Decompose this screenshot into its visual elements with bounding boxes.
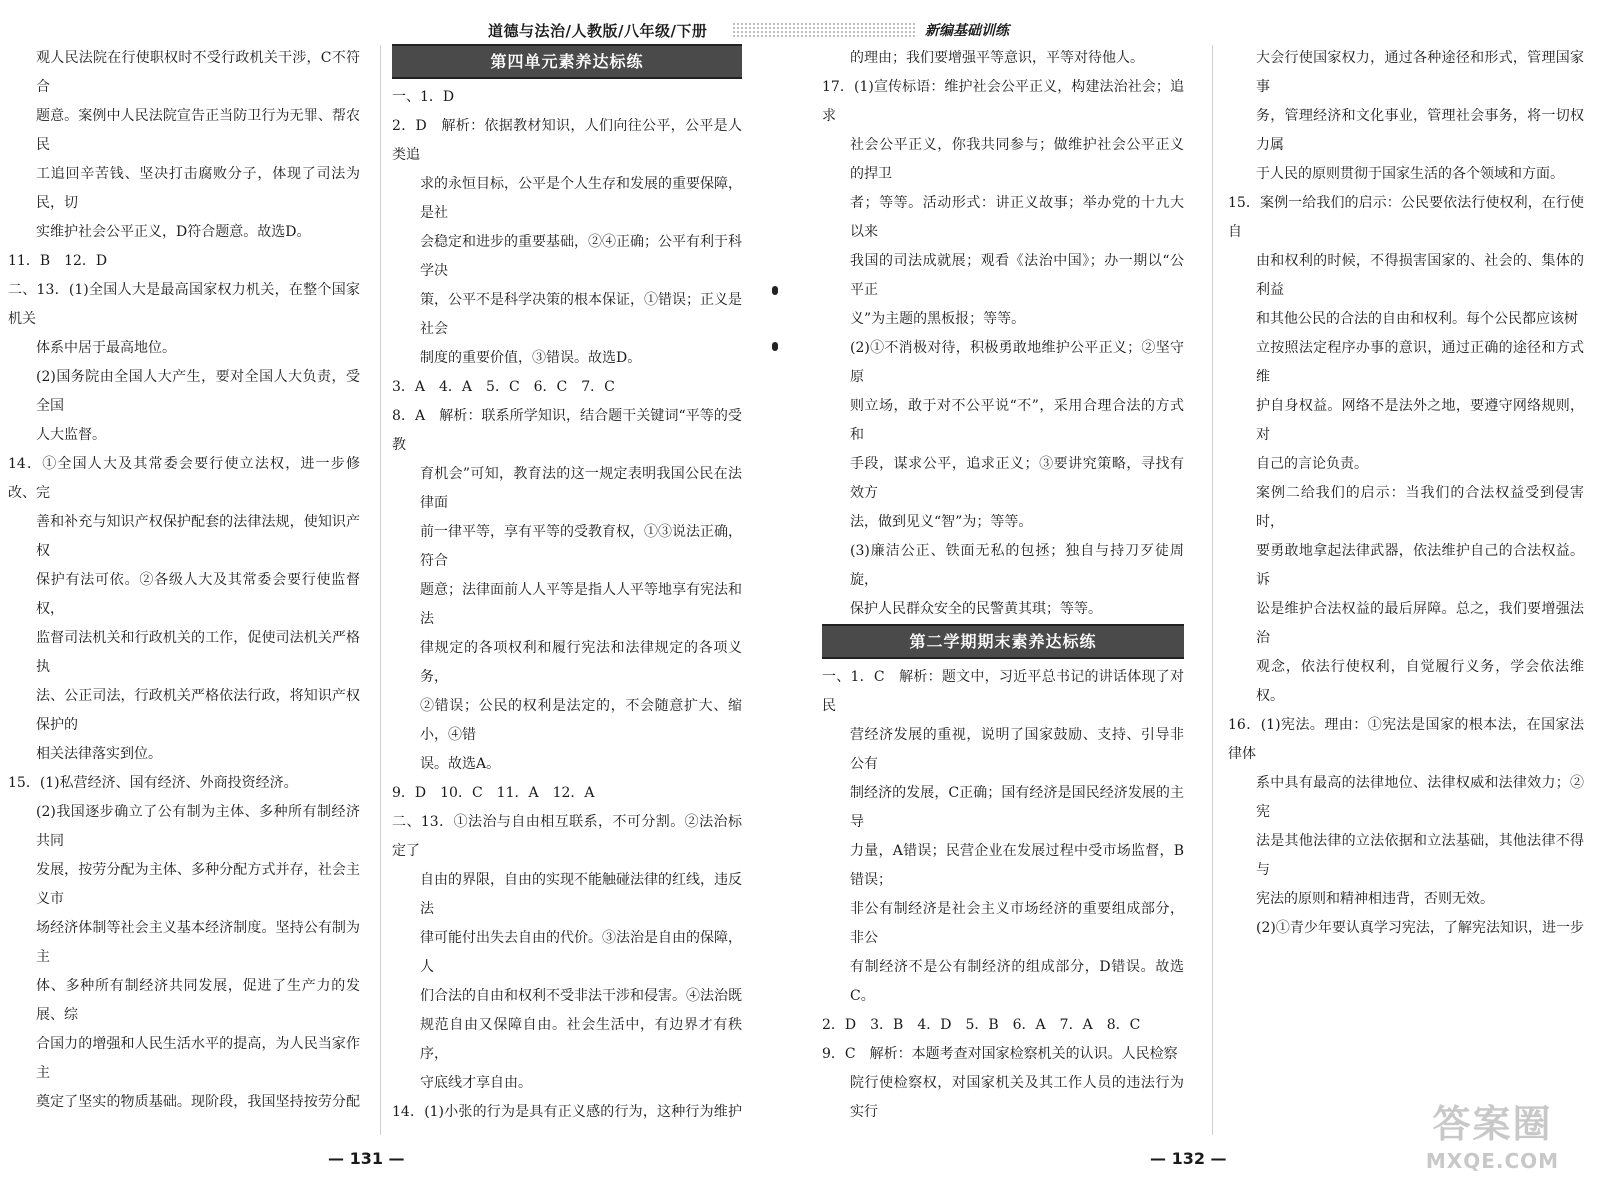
text-line: 14．①全国人大及其常委会要行使立法权，进一步修改、完 <box>8 456 360 501</box>
text-line: 2．D 解析：依据教材知识，人们向往公平，公平是人类追 <box>392 118 742 163</box>
text-line: 14．(1)小张的行为是具有正义感的行为，这种行为维护 <box>392 1104 742 1120</box>
section-banner-final: 第二学期期末素养达标练 <box>822 624 1184 659</box>
text-line: 宪法的原则和精神相违背，否则无效。 <box>1256 891 1494 907</box>
text-line: 们合法的自由和权利不受非法干涉和侵害。④法治既 <box>420 988 742 1004</box>
text-line: (2)我国逐步确立了公有制为主体、多种所有制经济共同 <box>36 804 360 849</box>
text-line: 奠定了坚实的物质基础。现阶段，我国坚持按劳分配 <box>36 1094 360 1110</box>
text-line: 求的永恒目标，公平是个人生存和发展的重要保障，是社 <box>420 176 742 221</box>
column-4 <box>1228 44 1584 944</box>
text-line: 有制经济不是公有制经济的组成部分，D错误。故选C。 <box>850 959 1184 1004</box>
column-divider <box>1212 45 1213 1135</box>
text-line: 规范自由又保障自由。社会生活中，有边界才有秩序， <box>420 1017 742 1062</box>
text-line: 策，公平不是科学决策的根本保证，①错误；正义是社会 <box>420 292 742 337</box>
text-line <box>822 1127 1184 1129</box>
text-line: 保护有法可依。②各级人大及其常委会要行使监督权， <box>36 572 360 617</box>
text-line: 场经济体制等社会主义基本经济制度。坚持公有制为主 <box>36 920 360 965</box>
text-line: 保护人民群众安全的民警黄其琪；等等。 <box>850 601 1102 617</box>
text-line: 观人民法院在行使职权时不受行政机关干涉，C不符合 <box>36 50 360 95</box>
text-line: 制经济的发展，C正确；国有经济是国民经济发展的主导 <box>850 785 1184 830</box>
text-line: 则立场，敢于对不公平说“不”，采用合理合法的方式和 <box>850 398 1184 443</box>
text-line: (2)国务院由全国人大产生，要对全国人大负责，受全国 <box>36 369 360 414</box>
text-line: 自由的界限，自由的实现不能触碰法律的红线，违反法 <box>420 872 742 917</box>
text-line: 16．(1)宪法。理由：①宪法是国家的根本法，在国家法律体 <box>1228 717 1584 762</box>
text-line: 人大监督。 <box>36 427 106 443</box>
text-line: 15．案例一给我们的启示：公民要依法行使权利，在行使自 <box>1228 195 1584 240</box>
text-line: 合国力的增强和人民生活水平的提高，为人民当家作主 <box>36 1036 360 1081</box>
text-line: 要勇敢地拿起法律武器，依法维护自己的合法权益。诉 <box>1256 543 1584 588</box>
text-line: 8．A 解析：联系所学知识，结合题干关键词“平等的受教 <box>392 408 742 453</box>
text-line: 法是其他法律的立法依据和立法基础，其他法律不得与 <box>1256 833 1584 878</box>
text-line: 营经济发展的重视，说明了国家鼓励、支持、引导非公有 <box>850 727 1184 772</box>
text-line: (2)①不消极对待，积极勇敢地维护公平正义；②坚守原 <box>850 340 1184 385</box>
text-line: 力量，A错误；民营企业在发展过程中受市场监督，B错误； <box>850 843 1184 888</box>
section-banner-unit4: 第四单元素养达标练 <box>392 44 742 79</box>
text-line: 育机会”可知，教育法的这一规定表明我国公民在法律面 <box>420 466 742 511</box>
text-line: 制度的重要价值，③错误。故选D。 <box>420 350 642 366</box>
text-line: 者；等等。活动形式：讲正义故事；举办党的十九大以来 <box>850 195 1184 240</box>
text-line: 法，做到见义“智”为；等等。 <box>850 514 1033 530</box>
text-line: 二、13．(1)全国人大是最高国家权力机关，在整个国家机关 <box>8 282 360 327</box>
text-line: 由和权利的时候，不得损害国家的、社会的、集体的利益 <box>1256 253 1584 298</box>
text-line: 工追回辛苦钱、坚决打击腐败分子，体现了司法为民，切 <box>36 166 360 211</box>
text-line: 相关法律落实到位。 <box>36 746 162 762</box>
watermark-url: MXQE.COM <box>1425 1149 1560 1173</box>
header-brand: 新编基础训练 <box>925 23 1009 39</box>
column-1 <box>8 44 360 1122</box>
text-line: 守底线才享自由。 <box>420 1075 532 1091</box>
text-line: 和其他公民的合法的自由和权利。每个公民都应该树 <box>1256 311 1578 327</box>
text-line: 题意。案例中人民法院宣告正当防卫行为无罪、帮农民 <box>36 108 360 153</box>
text-line: 误。故选A。 <box>420 756 501 772</box>
column-3 <box>822 44 1184 1129</box>
text-line: ②错误；公民的权利是法定的，不会随意扩大、缩小，④错 <box>420 698 742 743</box>
watermark-text: 答案圈 <box>1432 1102 1553 1146</box>
text-line: 观念，依法行使权利，自觉履行义务，学会依法维权。 <box>1256 659 1584 704</box>
text-line: 9．D 10．C 11．A 12．A <box>392 785 595 801</box>
text-line: 义”为主题的黑板报；等等。 <box>850 311 1026 327</box>
text-line: (3)廉洁公正、铁面无私的包拯；独自与持刀歹徒周旋， <box>850 543 1184 588</box>
column-divider <box>380 45 381 1135</box>
text-line: 体、多种所有制经济共同发展，促进了生产力的发展、综 <box>36 978 360 1023</box>
text-line: 一、1．D <box>392 89 455 105</box>
text-line: 院行使检察权，对国家机关及其工作人员的违法行为实行 <box>850 1075 1184 1120</box>
binding-mark <box>772 342 778 351</box>
text-line: 法、公正司法，行政机关严格依法行政，将知识产权保护的 <box>36 688 360 733</box>
text-line: 律可能付出失去自由的代价。③法治是自由的保障，人 <box>420 930 742 975</box>
text-line: 9．C 解析：本题考查对国家检察机关的认识。人民检察 <box>822 1046 1178 1062</box>
text-line: 一、1．C 解析：题文中，习近平总书记的讲话体现了对民 <box>822 669 1184 714</box>
text-line: 体系中居于最高地位。 <box>36 340 176 356</box>
text-line: 立按照法定程序办事的意识，通过正确的途径和方式维 <box>1256 340 1584 385</box>
page-number-right: — 132 — <box>1150 1149 1227 1168</box>
text-line: 15．(1)私营经济、国有经济、外商投资经济。 <box>8 775 298 791</box>
text-line: (2)①青少年要认真学习宪法，了解宪法知识，进一步 <box>1256 920 1584 936</box>
text-line: 我国的司法成就展；观看《法治中国》；办一期以“公平正 <box>850 253 1184 298</box>
header-dot-pattern <box>732 22 917 38</box>
text-line: 善和补充与知识产权保护配套的法律法规，使知识产权 <box>36 514 360 559</box>
binding-mark <box>772 286 778 295</box>
text-line: 案例二给我们的启示：当我们的合法权益受到侵害时， <box>1256 485 1584 530</box>
text-line: 2．D 3．B 4．D 5．B 6．A 7．A 8．C <box>822 1017 1141 1033</box>
text-line: 自己的言论负责。 <box>1256 456 1368 472</box>
text-line: 实维护社会公平正义，D符合题意。故选D。 <box>36 224 311 240</box>
text-line: 前一律平等，享有平等的受教育权，①③说法正确，符合 <box>420 524 742 569</box>
text-line: 律规定的各项权利和履行宪法和法律规定的各项义务， <box>420 640 742 685</box>
text-line: 护自身权益。网络不是法外之地，要遵守网络规则，对 <box>1256 398 1584 443</box>
text-line: 发展，按劳分配为主体、多种分配方式并存，社会主义市 <box>36 862 360 907</box>
text-line: 非公有制经济是社会主义市场经济的重要组成部分，非公 <box>850 901 1184 946</box>
text-line: 题意；法律面前人人平等是指人人平等地享有宪法和法 <box>420 582 742 627</box>
text-line: 二、13．①法治与自由相互联系，不可分割。②法治标定了 <box>392 814 742 859</box>
text-line: 监督司法机关和行政机关的工作，促使司法机关严格执 <box>36 630 360 675</box>
text-line: 社会公平正义，你我共同参与；做维护社会公平正义的捍卫 <box>850 137 1184 182</box>
text-line: 大会行使国家权力，通过各种途径和形式，管理国家事 <box>1256 50 1584 95</box>
text-line: 3．A 4．A 5．C 6．C 7．C <box>392 379 615 395</box>
watermark-logo <box>1405 1100 1580 1180</box>
text-line: 务，管理经济和文化事业，管理社会事务，将一切权力属 <box>1256 108 1584 153</box>
text-line: 17．(1)宣传标语：维护社会公平正义，构建法治社会；追求 <box>822 79 1184 124</box>
text-line: 讼是维护合法权益的最后屏障。总之，我们要增强法治 <box>1256 601 1584 646</box>
text-line: 系中具有最高的法律地位、法律权威和法律效力；②宪 <box>1256 775 1584 820</box>
column-2 <box>392 44 742 1129</box>
text-line: 于人民的原则贯彻于国家生活的各个领域和方面。 <box>1256 166 1564 182</box>
text-line: 手段，谋求公平，追求正义；③要讲究策略，寻找有效方 <box>850 456 1184 501</box>
header-title: 道德与法治/人教版/八年级/下册 <box>488 22 708 40</box>
page-number-left: — 131 — <box>328 1149 405 1168</box>
text-line: 11．B 12．D <box>8 253 108 269</box>
text-line: 的理由；我们要增强平等意识，平等对待他人。 <box>850 50 1144 66</box>
text-line: 会稳定和进步的重要基础，②④正确；公平有利于科学决 <box>420 234 742 279</box>
